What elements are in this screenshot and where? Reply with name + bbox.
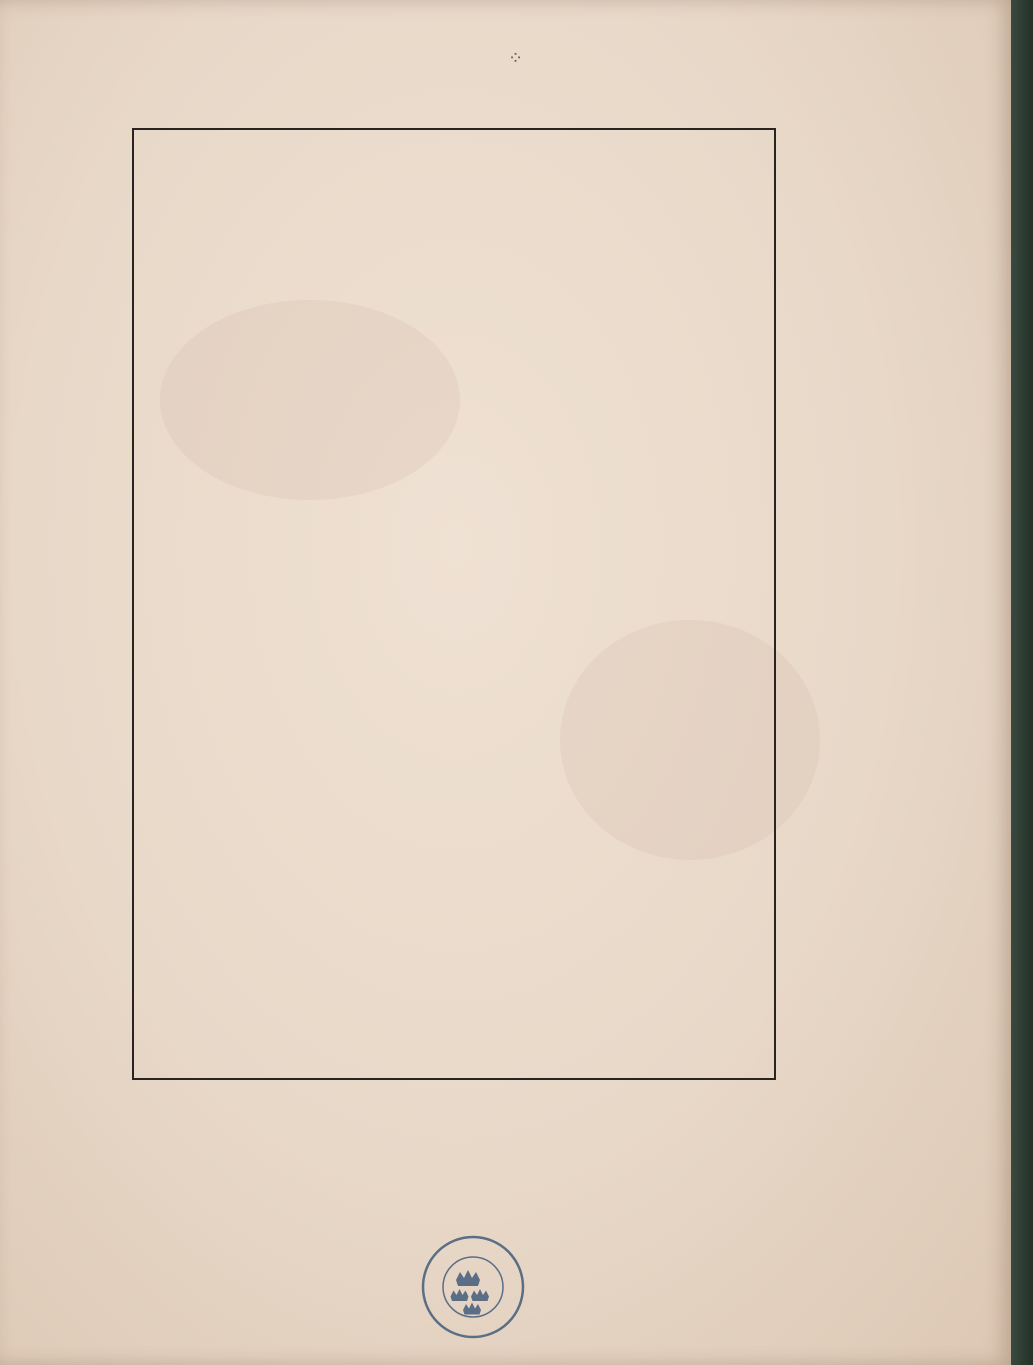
top-fleuron-border (78, 82, 838, 130)
imprint-line (140, 1078, 780, 1118)
library-stamp-icon (418, 1232, 528, 1342)
inner-frame-rule (132, 128, 776, 1080)
book-spine (1011, 0, 1033, 1365)
chain-ornament-border (80, 1118, 830, 1158)
left-ornament-border (80, 122, 130, 1122)
title-text-block (140, 136, 780, 142)
right-ornament-border (780, 122, 830, 1122)
printer-mark-icon: ⁘ (508, 48, 524, 69)
bottom-fleuron-border (78, 1165, 838, 1217)
